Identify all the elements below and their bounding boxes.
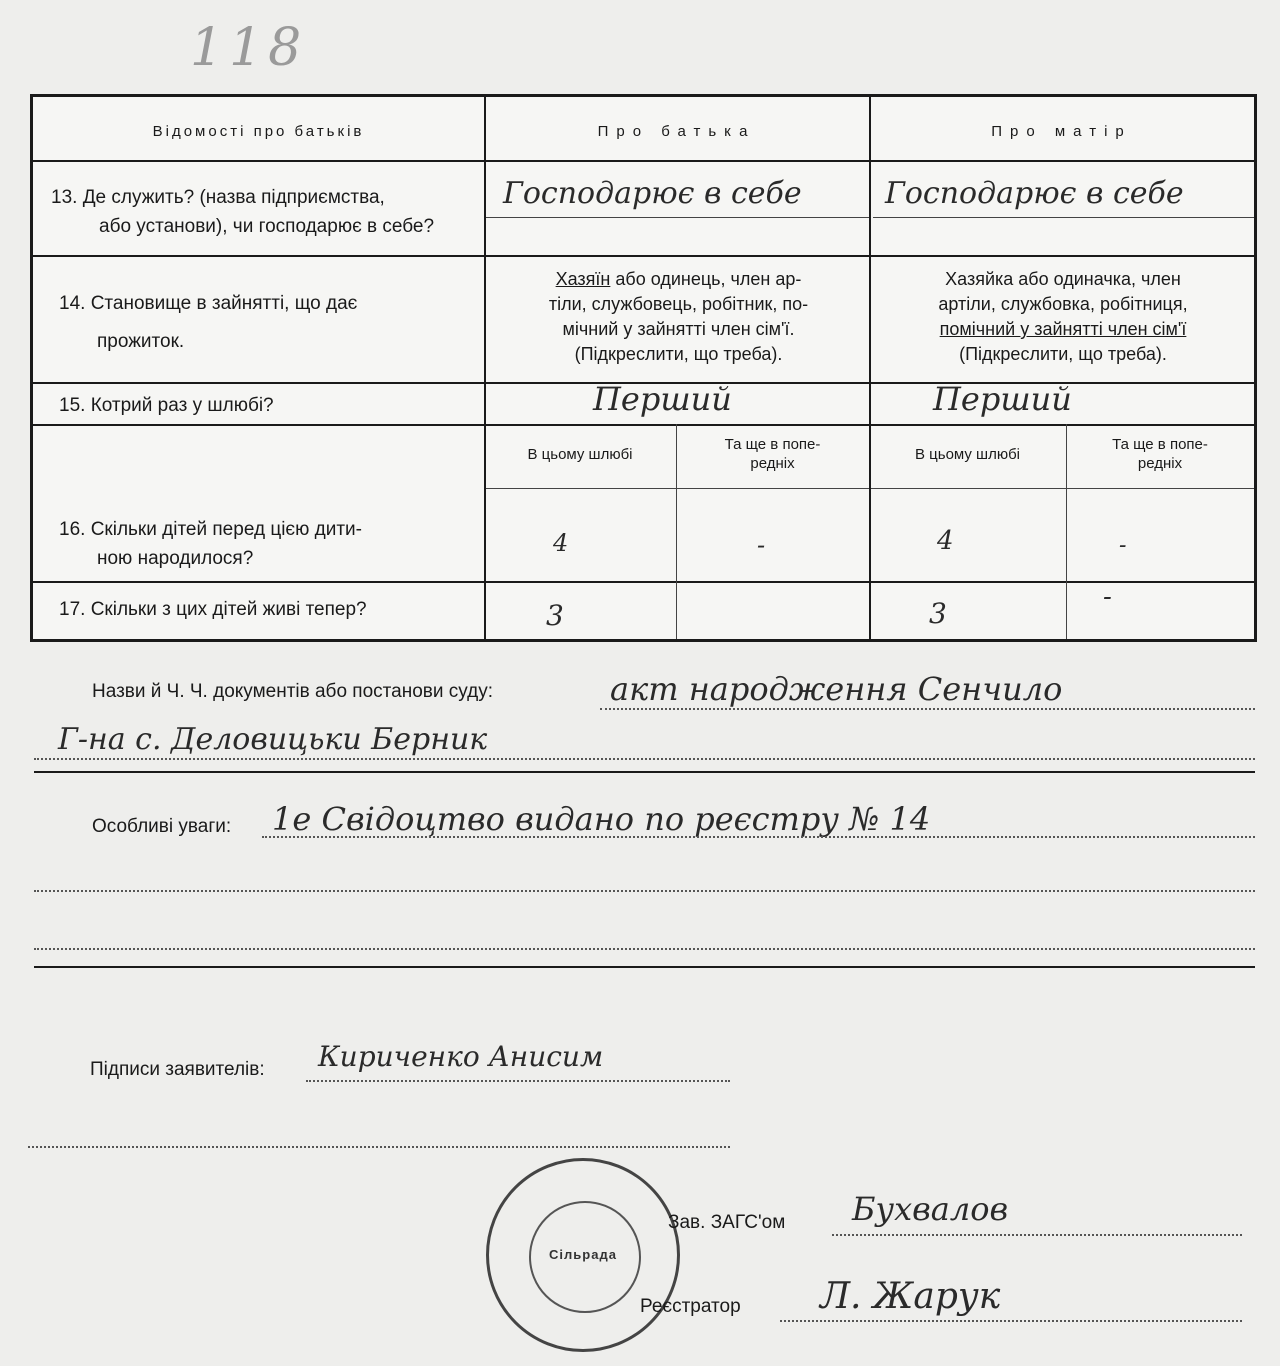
row14-father-line1: або одинець, член ар- (610, 269, 802, 289)
parents-info-table (30, 94, 1257, 642)
row16-mother-prev: - (1119, 533, 1127, 558)
row14-mother-line4: (Підкреслити, що треба). (959, 344, 1167, 364)
row16-question-line2: ною народилося? (97, 548, 254, 569)
remarks-label: Особливі уваги: (92, 816, 232, 837)
remarks-line2 (34, 890, 1255, 892)
signatures-label: Підписи заявителів: (90, 1059, 265, 1080)
zags-head-label: Зав. ЗАГС'ом (668, 1212, 786, 1233)
row15-question: 15. Котрий раз у шлюбі? (59, 395, 274, 416)
row16-mother-this: 4 (937, 526, 954, 556)
mother-previous-header (1066, 435, 1254, 473)
signatures-line1 (306, 1080, 730, 1082)
row14-mother-line3: помічний у зайнятті член сім'ї (939, 319, 1187, 339)
remarks-line3 (34, 948, 1255, 950)
row15-father-answer: Перший (593, 380, 732, 418)
documents-solid-line (34, 771, 1255, 773)
row13-question-line1: 13. Де служить? (назва підприємства, (51, 187, 385, 208)
row17-father-this: 3 (546, 599, 564, 632)
remarks-line1 (262, 836, 1255, 838)
row14-mother-line2: артіли, службовка, робітниця, (938, 294, 1188, 314)
row14-father-line3: мічний у зайнятті член сім'ї. (562, 319, 795, 339)
row14-father-line2: тіли, службовець, робітник, по- (548, 294, 809, 314)
header-mother: Про матір (991, 123, 1132, 140)
zags-head-signature: Бухвалов (852, 1190, 1009, 1228)
zags-head-line (832, 1234, 1242, 1236)
registrar-signature: Л. Жарук (820, 1276, 1001, 1317)
documents-label: Назви й Ч. Ч. документів або постанови суду: (92, 681, 493, 702)
father-this-marriage-header: В цьому шлюбі (527, 446, 633, 463)
official-stamp (486, 1158, 680, 1352)
row14-father-underlined: Хазяїн (555, 269, 611, 289)
row13-question (51, 183, 481, 241)
father-previous-header-line2: редніх (750, 455, 795, 472)
header-father: Про батька (597, 123, 756, 140)
row16-question (59, 515, 479, 573)
row14-question-line1: 14. Становище в зайнятті, що дає (59, 293, 358, 314)
row13-father-answer: Господарює в себе (503, 176, 802, 211)
row16-father-prev: - (757, 531, 766, 559)
header-info: Відомості про батьків (152, 123, 365, 140)
signatures-line2 (28, 1146, 730, 1148)
registrar-line (780, 1320, 1242, 1322)
documents-value-line1: акт народження Сенчило (610, 670, 1063, 708)
row14-question-line2: прожиток. (97, 331, 185, 352)
mother-this-marriage-header: В цьому шлюбі (914, 446, 1021, 463)
row16-question-line1: 16. Скільки дітей перед цією дити- (59, 519, 362, 540)
mother-previous-header-line2: редніх (1137, 455, 1183, 472)
row14-question (59, 285, 479, 361)
row15-mother-answer: Перший (933, 380, 1072, 418)
row13-question-line2: або установи), чи господарює в себе? (99, 216, 435, 237)
remarks-solid-line (34, 966, 1255, 968)
mother-previous-header-line1: Та ще в попе- (1112, 436, 1208, 453)
documents-line2 (34, 758, 1255, 760)
row14-mother-options (875, 267, 1251, 367)
row17-question: 17. Скільки з цих дітей живі тепер? (59, 599, 367, 620)
row16-father-this: 4 (553, 529, 569, 557)
documents-line1 (600, 708, 1255, 710)
row17-mother-prev: - (1103, 582, 1112, 612)
registrar-label: Реєстратор (640, 1296, 741, 1317)
row14-father-line4: (Підкреслити, що треба). (574, 344, 783, 364)
documents-value-line2: Г-на с. Деловицьки Берник (58, 722, 488, 757)
row13-mother-answer: Господарює в себе (885, 176, 1184, 211)
page-number: 118 (190, 18, 308, 78)
father-previous-header-line1: Та ще в попе- (724, 436, 821, 453)
row17-mother-this: 3 (929, 597, 947, 630)
remarks-value: 1е Свідоцтво видано по реєстру № 14 (272, 800, 931, 838)
stamp-text: Сільрада (549, 1247, 617, 1262)
row14-mother-line1: Хазяйка або одиначка, член (945, 269, 1181, 289)
father-previous-header (676, 435, 869, 473)
applicant-signature: Кириченко Анисим (318, 1040, 604, 1073)
row14-father-options (491, 267, 866, 367)
